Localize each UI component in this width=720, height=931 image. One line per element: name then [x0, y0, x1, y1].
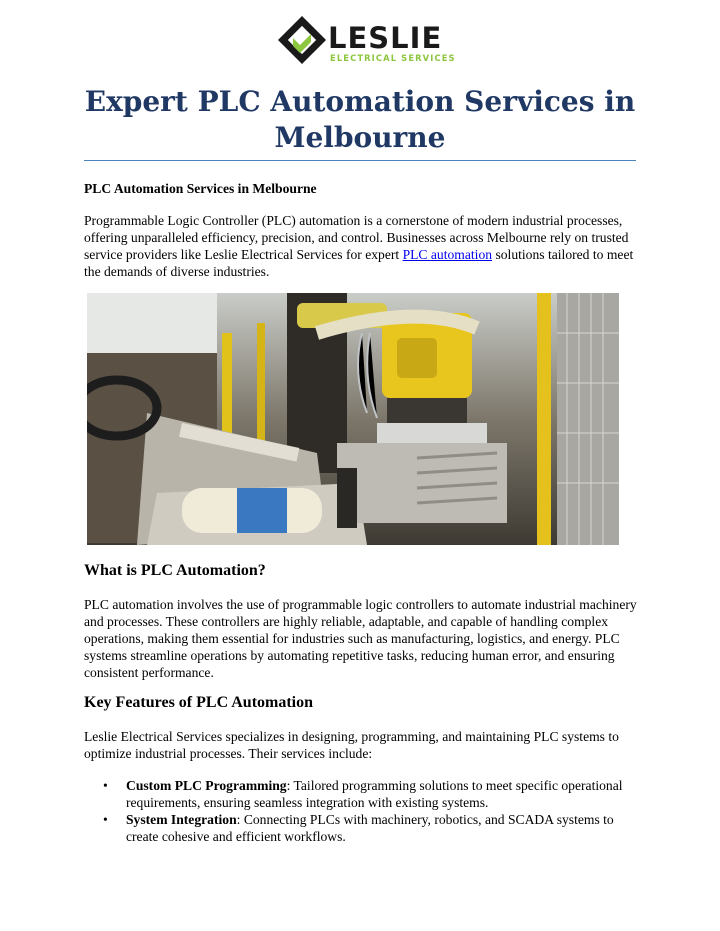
- intro-text-before-link: Programmable Logic Controller (PLC) automation is a cornerstone of modern industrial processes, offering unparalleled efficiency, precision, and control. Businesses across Melbourne rely on trusted service providers like Leslie Electrical Services for expert: [84, 213, 629, 262]
- list-item-term: System Integration: [126, 812, 237, 827]
- list-item: [84, 811, 644, 845]
- industrial-robot-photo: [87, 293, 619, 545]
- list-item-text: : Connecting PLCs with machinery, robotics, and SCADA systems to create cohesive and efficient workflows.: [126, 812, 614, 844]
- list-item-term: Custom PLC Programming: [126, 778, 287, 793]
- key-features-paragraph: Leslie Electrical Services specializes in designing, programming, and maintaining PLC systems to optimize industrial processes. Their services include:: [84, 729, 619, 761]
- bullet-icon: •: [103, 778, 108, 793]
- title-divider: [84, 160, 636, 161]
- plc-automation-link[interactable]: PLC automation: [402, 247, 493, 262]
- bullet-icon: •: [103, 812, 108, 827]
- section-heading-plc-melbourne: PLC Automation Services in Melbourne: [84, 181, 317, 196]
- what-is-plc-paragraph: PLC automation involves the use of programmable logic controllers to automate industrial machinery and processes. These controllers are highly reliable, adaptable, and capable of handling complex operations, making them essential for industries such as manufacturing, logistics, and energy. PLC systems streamline operations by automating repetitive tasks, reducing human error, and ensuring consistent performance.: [84, 597, 637, 680]
- list-item-text: : Tailored programming solutions to meet specific operational requirements, ensuring seamless integration with existing systems.: [126, 778, 623, 810]
- company-logo: [278, 14, 478, 66]
- logo-tagline: ELECTRICAL SERVICES: [330, 53, 456, 63]
- section-heading-what-is-plc: What is PLC Automation?: [84, 562, 266, 579]
- services-list: [84, 777, 644, 845]
- intro-paragraph: [84, 212, 644, 280]
- list-item: [84, 777, 644, 811]
- page-title: Expert PLC Automation Services in Melbourne: [84, 85, 636, 154]
- intro-text-after-link: solutions tailored to meet the demands of diverse industries.: [84, 247, 634, 279]
- logo-wordmark: LESLIE: [328, 21, 443, 55]
- section-heading-key-features: Key Features of PLC Automation: [84, 694, 314, 711]
